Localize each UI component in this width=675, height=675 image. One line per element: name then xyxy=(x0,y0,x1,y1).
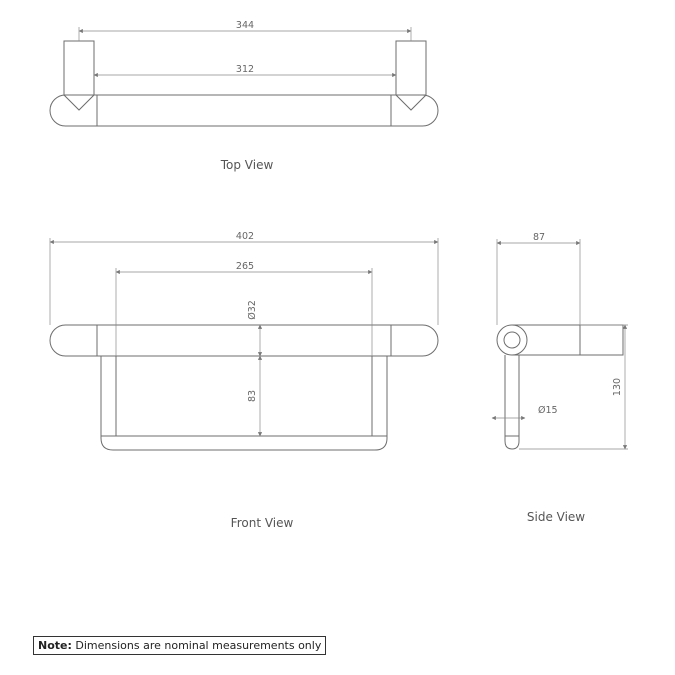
top-view-right-mount xyxy=(396,41,426,110)
note-prefix: Note: xyxy=(38,639,72,652)
side-view-plate xyxy=(580,325,623,355)
side-dim-diameter: Ø15 xyxy=(538,405,558,416)
front-dim-83: 83 xyxy=(247,389,258,403)
side-dim-130: 130 xyxy=(612,377,623,397)
top-view-label: Top View xyxy=(220,158,274,172)
front-dim-265: 265 xyxy=(235,261,255,272)
side-view-bar-circle xyxy=(497,325,527,355)
side-view-label: Side View xyxy=(526,510,586,524)
nominal-note xyxy=(33,636,326,655)
side-dim-87: 87 xyxy=(532,232,546,243)
top-view xyxy=(50,20,438,172)
front-view xyxy=(50,231,438,530)
top-dim-344: 344 xyxy=(235,20,255,31)
top-dim-312: 312 xyxy=(235,64,255,75)
front-view-label: Front View xyxy=(230,516,294,530)
front-view-bar xyxy=(50,325,438,356)
side-view-rod xyxy=(505,355,519,449)
side-view xyxy=(492,232,628,524)
front-dim-402: 402 xyxy=(235,231,255,242)
top-view-left-mount xyxy=(64,41,94,110)
top-view-bar xyxy=(50,95,438,126)
note-text: Dimensions are nominal measurements only xyxy=(71,639,322,652)
front-dim-diameter: Ø32 xyxy=(247,300,258,320)
